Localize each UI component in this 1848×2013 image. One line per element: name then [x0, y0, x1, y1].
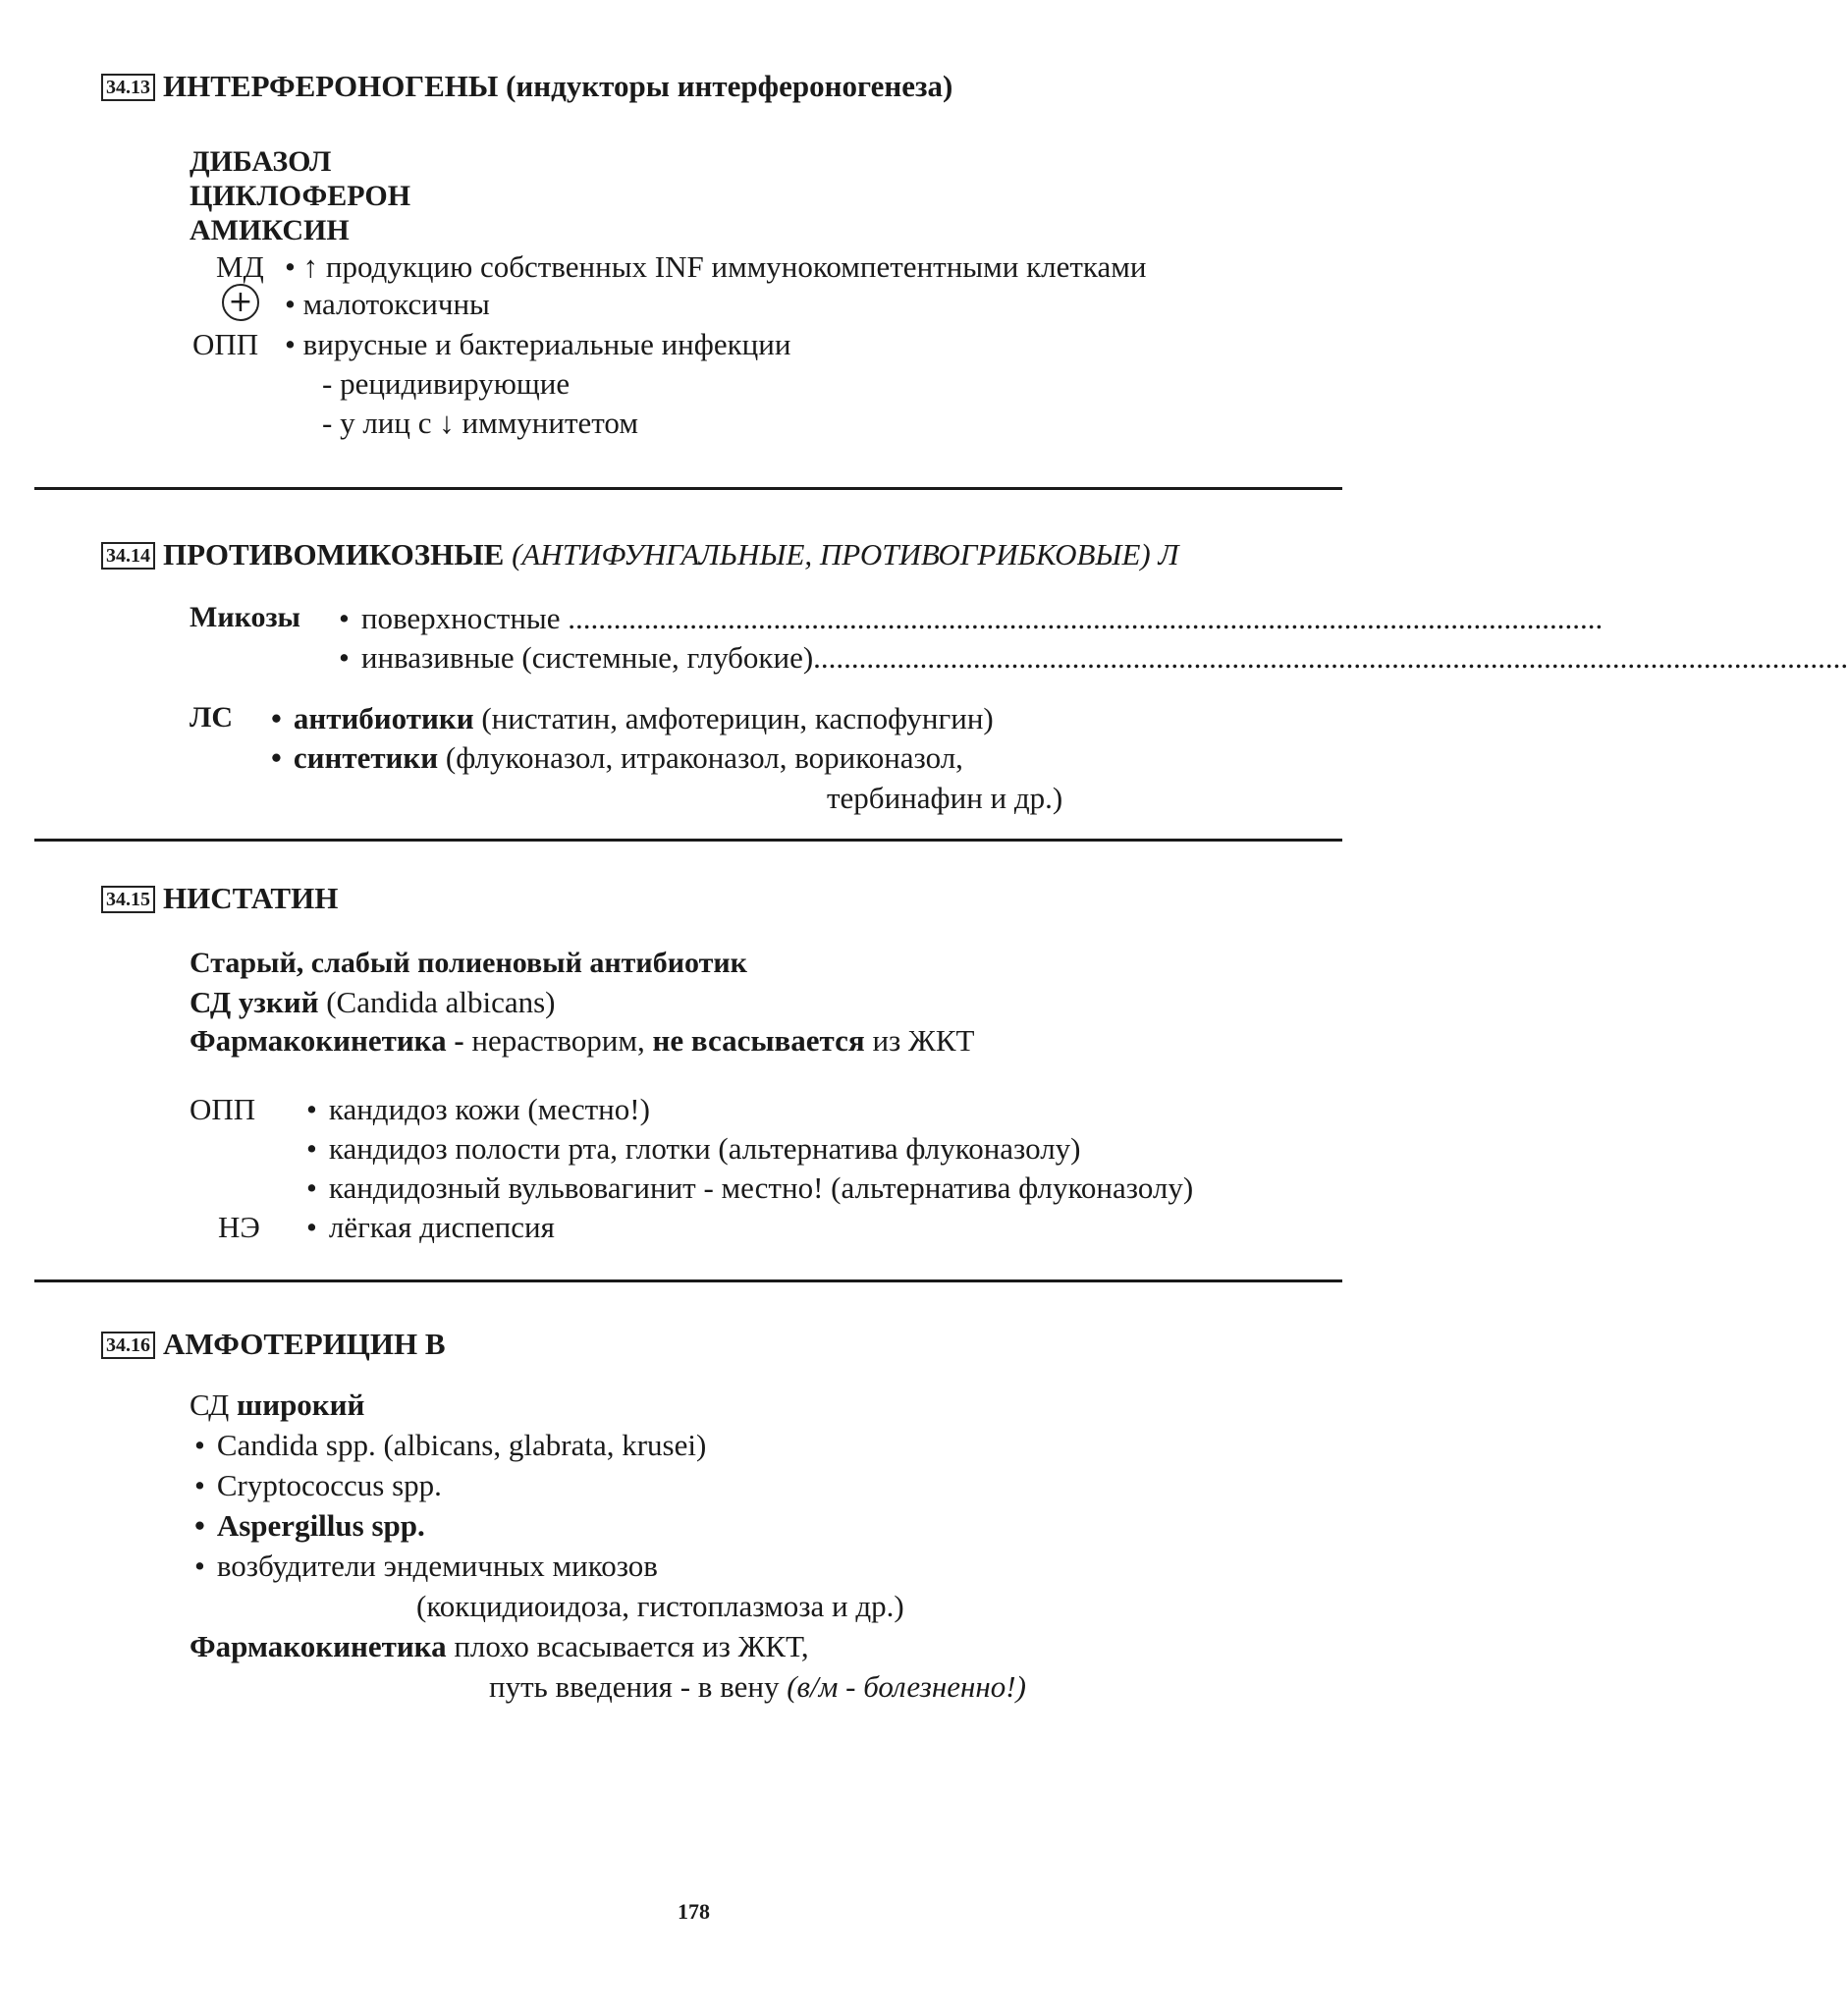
opp-label: ОПП	[192, 327, 259, 361]
section-title: ИНТЕРФЕРОНОГЕНЫ	[163, 69, 499, 103]
ls-label: ЛС	[190, 701, 234, 734]
amph-pk: Фармакокинетика плохо всасывается из ЖКТ,	[190, 1629, 809, 1663]
nystatin-spectrum: СД узкий (Candida albicans)	[190, 985, 556, 1019]
mycoses-label: Микозы	[190, 601, 300, 633]
opp-text: • вирусные и бактериальные инфекции	[285, 327, 791, 361]
drug-cikloferon: ЦИКЛОФЕРОН	[190, 180, 411, 212]
section-34-14-heading	[101, 537, 1178, 572]
section-title: НИСТАТИН	[163, 881, 339, 915]
amph-pk-route: путь введения - в вену (в/м - болезненно!)	[489, 1669, 1026, 1704]
nystatin-pk: Фармакокинетика - нерастворим, не всасывается из ЖКТ	[190, 1023, 975, 1058]
amph-item-4: • возбудители эндемичных микозов	[194, 1549, 658, 1584]
opp-label: ОПП	[190, 1092, 256, 1126]
ls-item-1: • антибиотики (нистатин, амфотерицин, каспофунгин)	[271, 701, 994, 736]
opp-sub-2: - у лиц с ↓ иммунитетом	[322, 406, 638, 440]
plus-circle-icon: +	[222, 284, 259, 321]
amph-item-1: • Candida spp. (albicans, glabrata, krusei)	[194, 1428, 706, 1463]
divider	[34, 487, 1342, 490]
section-subtitle: (индукторы интерфероногенеза)	[506, 69, 953, 103]
section-34-15-heading	[101, 881, 338, 916]
divider	[34, 839, 1342, 842]
section-number: 34.16	[101, 1332, 155, 1359]
section-number: 34.15	[101, 886, 155, 913]
divider	[34, 1279, 1342, 1282]
plus-text: • малотоксичны	[285, 287, 490, 321]
md-text: • ↑ продукцию собственных INF иммунокомпетентными клетками	[285, 249, 1147, 284]
amph-item-2: • Cryptococcus spp.	[194, 1468, 442, 1503]
section-number: 34.14	[101, 542, 155, 570]
ls-item-2-cont: тербинафин и др.)	[827, 781, 1063, 815]
amph-item-4-cont: (кокцидиоидоза, гистоплазмоза и др.)	[416, 1589, 904, 1623]
ne-item: • лёгкая диспепсия	[306, 1210, 555, 1245]
section-number: 34.13	[101, 74, 155, 101]
section-34-16-heading	[101, 1327, 446, 1362]
opp-item-3: • кандидозный вульвовагинит - местно! (альтернатива флуконазолу)	[306, 1170, 1193, 1206]
opp-item-2: • кандидоз полости рта, глотки (альтернатива флуконазолу)	[306, 1131, 1081, 1167]
opp-item-1: • кандидоз кожи (местно!)	[306, 1092, 650, 1127]
amph-item-3: • Aspergillus spp.	[194, 1508, 425, 1544]
nystatin-desc: Старый, слабый полиеновый антибиотик	[190, 947, 747, 979]
page-number: 178	[678, 1899, 710, 1924]
section-title: АМФОТЕРИЦИН В	[163, 1327, 446, 1361]
section-title: ПРОТИВОМИКОЗНЫЕ	[163, 537, 505, 571]
md-label: МД	[216, 249, 264, 284]
ls-item-2: • синтетики (флуконазол, итраконазол, вориконазол,	[271, 740, 963, 776]
ne-label: НЭ	[218, 1210, 260, 1244]
drug-dibazol: ДИБАЗОЛ	[190, 145, 332, 178]
amph-spectrum: СД широкий	[190, 1387, 365, 1422]
mycoses-item-1: • поверхностные ........................................................................................................................................	[339, 601, 1326, 636]
section-subtitle: (АНТИФУНГАЛЬНЫЕ, ПРОТИВОГРИБКОВЫЕ) Л	[512, 537, 1179, 571]
opp-sub-1: - рецидивирующие	[322, 366, 571, 401]
drug-amiksin: АМИКСИН	[190, 214, 350, 246]
mycoses-item-2: • инвазивные (системные, глубокие)........................................................................................................................................	[339, 640, 1326, 676]
section-34-13-heading	[101, 69, 952, 104]
